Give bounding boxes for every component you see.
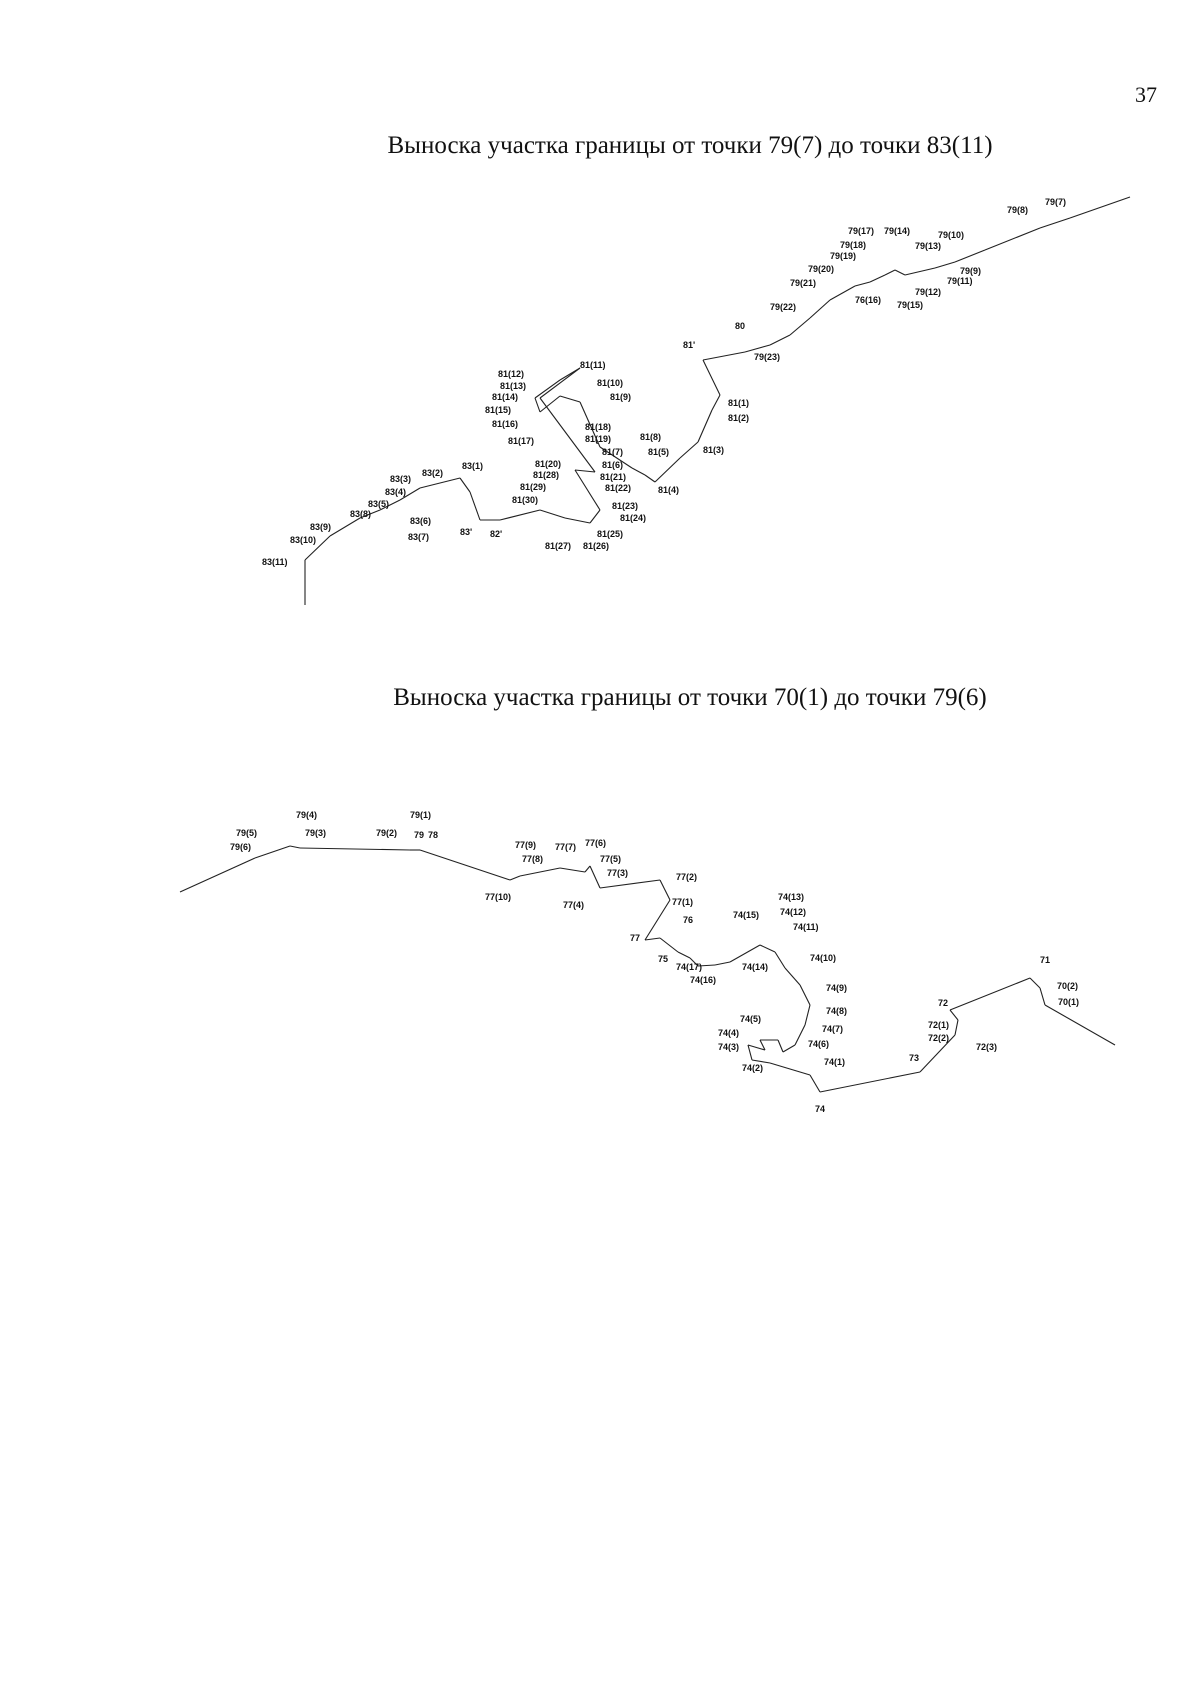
point-label: 74(12) — [780, 907, 807, 917]
point-label: 83(1) — [462, 461, 484, 471]
point-label: 74(1) — [824, 1057, 846, 1067]
point-label: 77(5) — [600, 854, 622, 864]
point-label: 79(2) — [376, 828, 398, 838]
point-label: 81(14) — [492, 392, 519, 402]
boundary-segment — [560, 868, 585, 872]
point-label: 74(16) — [690, 975, 717, 985]
boundary-segment — [783, 1045, 795, 1052]
boundary-segment — [820, 1072, 920, 1092]
boundary-segment — [585, 866, 590, 872]
point-label: 81(7) — [602, 447, 624, 457]
top-diagram-title: Выноска участка границы от точки 79(7) до точки 83(11) — [387, 132, 993, 159]
point-label: 71 — [1040, 955, 1051, 965]
boundary-segment — [1040, 988, 1045, 1005]
boundary-segment — [950, 1010, 958, 1020]
point-label: 70(1) — [1058, 997, 1080, 1007]
point-label: 76 — [683, 915, 694, 925]
point-label: 81(3) — [703, 445, 725, 455]
point-label: 83(4) — [385, 487, 407, 497]
boundary-segment — [810, 1075, 820, 1092]
point-label: 79(5) — [236, 828, 258, 838]
point-label: 74(9) — [826, 983, 848, 993]
boundary-segment — [290, 846, 300, 848]
point-label: 76(16) — [855, 295, 882, 305]
point-label: 81(28) — [533, 470, 560, 480]
point-label: 81(9) — [610, 392, 632, 402]
point-label: 81(20) — [535, 459, 562, 469]
boundary-segment — [730, 945, 760, 962]
point-label: 82' — [490, 529, 503, 539]
point-label: 81(6) — [602, 460, 624, 470]
boundary-segment — [180, 858, 255, 892]
point-label: 79(6) — [230, 842, 252, 852]
point-label: 74(6) — [808, 1039, 830, 1049]
point-label: 81(26) — [583, 541, 610, 551]
point-label: 81(15) — [485, 405, 512, 415]
point-label: 73 — [909, 1053, 920, 1063]
boundary-segment — [510, 876, 520, 880]
boundary-segment — [1045, 1005, 1115, 1045]
point-label: 74(4) — [718, 1028, 740, 1038]
bottom-diagram-title: Выноска участка границы от точки 70(1) до точки 79(6) — [393, 684, 987, 711]
point-label: 74(14) — [742, 962, 769, 972]
point-label: 81(12) — [498, 369, 525, 379]
point-label: 83(6) — [410, 516, 432, 526]
point-label: 74(13) — [778, 892, 805, 902]
point-label: 81(18) — [585, 422, 612, 432]
point-label: 72(1) — [928, 1020, 950, 1030]
boundary-segment — [955, 1020, 958, 1035]
boundary-segment — [778, 1040, 783, 1052]
point-label: 81(25) — [597, 529, 624, 539]
point-label: 72(3) — [976, 1042, 998, 1052]
point-label: 79(20) — [808, 264, 835, 274]
point-label: 83(3) — [390, 474, 412, 484]
point-label: 81(21) — [600, 472, 627, 482]
boundary-segment — [660, 938, 678, 952]
boundary-segment — [660, 880, 670, 900]
point-label: 74(3) — [718, 1042, 740, 1052]
point-label: 79(9) — [960, 266, 982, 276]
point-label: 83(7) — [408, 532, 430, 542]
point-label: 81(30) — [512, 495, 539, 505]
page-number: 37 — [1135, 82, 1157, 107]
point-label: 79(1) — [410, 810, 432, 820]
point-label: 77(7) — [555, 842, 577, 852]
point-label: 79(17) — [848, 226, 875, 236]
point-label: 79(10) — [938, 230, 965, 240]
point-label: 79(18) — [840, 240, 867, 250]
boundary-segment — [645, 900, 670, 940]
point-label: 81(10) — [597, 378, 624, 388]
point-label: 77 — [630, 933, 641, 943]
point-label: 83(8) — [350, 509, 372, 519]
boundary-segment — [590, 866, 600, 888]
boundary-segment — [420, 850, 510, 880]
boundary-segment — [645, 938, 660, 940]
boundary-segment — [678, 952, 690, 958]
point-label: 81(23) — [612, 501, 639, 511]
boundary-segment — [800, 985, 810, 1005]
point-label: 81(27) — [545, 541, 572, 551]
point-label: 79(14) — [884, 226, 911, 236]
point-label: 74(10) — [810, 953, 837, 963]
point-label: 70(2) — [1057, 981, 1079, 991]
point-label: 81(16) — [492, 419, 519, 429]
boundary-segment — [775, 952, 785, 968]
boundary-segment — [950, 978, 1030, 1010]
point-label: 79(13) — [915, 241, 942, 251]
point-label: 81(4) — [658, 485, 680, 495]
point-label: 79(22) — [770, 302, 797, 312]
boundary-segment — [770, 1063, 810, 1075]
point-label: 81(19) — [585, 434, 612, 444]
point-label: 81(5) — [648, 447, 670, 457]
point-label: 83(10) — [290, 535, 317, 545]
point-label: 79(3) — [305, 828, 327, 838]
point-label: 83' — [460, 527, 473, 537]
point-label: 74(5) — [740, 1014, 762, 1024]
point-label: 81(22) — [605, 483, 632, 493]
point-label: 77(9) — [515, 840, 537, 850]
point-label: 79(4) — [296, 810, 318, 820]
point-label: 79(21) — [790, 278, 817, 288]
point-label: 79 — [414, 830, 425, 840]
point-label: 77(2) — [676, 872, 698, 882]
point-label: 74(8) — [826, 1006, 848, 1016]
point-label: 81' — [683, 340, 696, 350]
point-label: 83(9) — [310, 522, 332, 532]
point-label: 79(12) — [915, 287, 942, 297]
point-label: 81(17) — [508, 436, 535, 446]
boundary-segment — [520, 868, 560, 876]
point-label: 75 — [658, 954, 669, 964]
boundary-segment — [785, 968, 800, 985]
point-label: 74(17) — [676, 962, 703, 972]
point-label: 77(6) — [585, 838, 607, 848]
point-label: 72 — [938, 998, 949, 1008]
boundary-segment — [300, 848, 410, 850]
point-label: 77(1) — [672, 897, 694, 907]
boundary-segment — [795, 1025, 805, 1045]
point-label: 74 — [815, 1104, 826, 1114]
point-label: 72(2) — [928, 1033, 950, 1043]
point-label: 77(3) — [607, 868, 629, 878]
point-label: 81(8) — [640, 432, 662, 442]
point-label: 74(7) — [822, 1024, 844, 1034]
point-label: 80 — [735, 321, 746, 331]
point-label: 79(15) — [897, 300, 924, 310]
point-label: 79(11) — [947, 276, 973, 286]
point-label: 81(11) — [580, 360, 606, 370]
boundary-segment — [600, 880, 660, 888]
point-label: 78 — [428, 830, 439, 840]
boundary-segment — [255, 846, 290, 858]
point-label: 77(10) — [485, 892, 512, 902]
boundary-segment — [748, 1045, 752, 1060]
point-label: 81(24) — [620, 513, 647, 523]
point-label: 74(15) — [733, 910, 760, 920]
point-label: 83(2) — [422, 468, 444, 478]
boundary-segment — [805, 1005, 810, 1025]
boundary-segment — [760, 945, 775, 952]
point-label: 74(2) — [742, 1063, 764, 1073]
boundary-segment — [1030, 978, 1040, 988]
point-label: 74(11) — [793, 922, 819, 932]
point-label: 77(8) — [522, 854, 544, 864]
point-label: 79(19) — [830, 251, 857, 261]
point-label: 81(13) — [500, 381, 527, 391]
point-label: 83(11) — [262, 557, 288, 567]
point-label: 79(7) — [1045, 197, 1067, 207]
point-label: 79(23) — [754, 352, 781, 362]
point-label: 81(1) — [728, 398, 750, 408]
point-label: 79(8) — [1007, 205, 1029, 215]
point-label: 81(29) — [520, 482, 547, 492]
boundary-segment — [715, 962, 730, 965]
point-label: 77(4) — [563, 900, 585, 910]
point-label: 81(2) — [728, 413, 750, 423]
point-label: 83(5) — [368, 499, 390, 509]
